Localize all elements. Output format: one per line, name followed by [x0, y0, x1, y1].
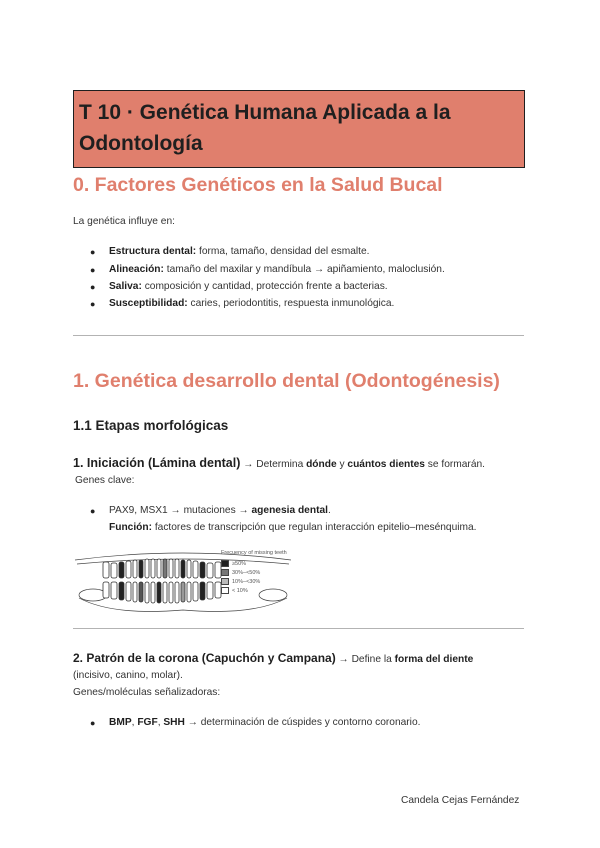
figure-legend-title: Frecuency of missing teeth: [221, 550, 287, 556]
divider: [73, 628, 524, 629]
molecule-text: → determinación de cúspides y contorno coronario.: [184, 717, 421, 728]
section-0-intro: La genética influye en:: [73, 216, 175, 227]
molecule-fgf: FGF: [137, 717, 158, 728]
stage-1-line: [73, 456, 485, 470]
section-1-subheading: 1.1 Etapas morfológicas: [73, 418, 229, 433]
list-item-text: tamaño del maxilar y mandíbula → apiñamiento, maloclusión.: [163, 264, 445, 275]
legend-row: [221, 587, 248, 594]
stage-2-arrow-text: → Define la: [335, 654, 395, 665]
list-item: [109, 505, 331, 516]
bullet-icon: ●: [90, 265, 96, 275]
gene-arrow: → mutaciones →: [167, 505, 252, 516]
stage-2-line-2: (incisivo, canino, molar).: [73, 670, 183, 681]
legend-label: < 10%: [232, 587, 248, 594]
bullet-icon: ●: [90, 718, 96, 728]
stage-2-genes-label: Genes/moléculas señalizadoras:: [73, 687, 221, 698]
section-1-heading: 1. Genética desarrollo dental (Odontogénesis): [73, 370, 500, 392]
function-text: factores de transcripción que regulan interacción epitelio–mesénquima.: [152, 522, 477, 533]
bullet-icon: ●: [90, 247, 96, 257]
gene-sep: ,: [134, 505, 140, 516]
title-box: [73, 90, 525, 168]
legend-swatch-icon: [221, 578, 229, 585]
list-item: [109, 717, 420, 728]
list-item: [109, 298, 394, 309]
list-item: [109, 246, 369, 257]
legend-label: 30%–<50%: [232, 569, 261, 576]
legend-swatch-icon: [221, 560, 229, 567]
bullet-icon: ●: [90, 506, 96, 516]
list-item: [109, 281, 388, 292]
stage-2-bold-shape: forma del diente: [394, 654, 474, 665]
title-line-1: T 10 · Genética Humana Aplicada a la: [79, 101, 451, 124]
molecule-sep: ,: [131, 717, 138, 728]
legend-row: [221, 569, 260, 576]
function-line: [109, 522, 477, 533]
list-item-text: forma, tamaño, densidad del esmalte.: [196, 246, 370, 257]
function-label: Función:: [109, 522, 153, 533]
gene-end: .: [327, 505, 331, 516]
list-item-text: caries, periodontitis, respuesta inmunológica.: [187, 298, 395, 309]
list-item: [109, 264, 445, 275]
section-0-heading: 0. Factores Genéticos en la Salud Bucal: [73, 174, 443, 196]
list-item-text: composición y cantidad, protección frente a bacterias.: [141, 281, 388, 292]
stage-1-bold-where: dónde: [306, 459, 337, 470]
legend-label: ≥50%: [232, 560, 247, 567]
molecule-sep: ,: [157, 717, 164, 728]
stage-1-title: 1. Iniciación (Lámina dental): [73, 456, 241, 470]
stage-1-bold-count: cuántos dientes: [347, 459, 425, 470]
stage-2-line: [73, 651, 473, 665]
legend-swatch-icon: [221, 587, 229, 594]
list-item-term: Alineación:: [109, 264, 164, 275]
molecule-bmp: BMP: [109, 717, 132, 728]
stage-1-tail: se formarán.: [424, 459, 485, 470]
legend-swatch-icon: [221, 569, 229, 576]
stage-1-genes-label: Genes clave:: [75, 475, 135, 486]
title-line-2: Odontología: [79, 132, 203, 155]
gene-result: agenesia dental: [251, 505, 328, 516]
list-item-term: Saliva:: [109, 281, 142, 292]
divider: [73, 335, 524, 336]
stage-1-mid: y: [336, 459, 348, 470]
molecule-shh: SHH: [163, 717, 185, 728]
stage-2-title: 2. Patrón de la corona (Capuchón y Campana): [73, 651, 336, 665]
footer-author: Candela Cejas Fernández: [401, 795, 520, 806]
list-item-term: Estructura dental:: [109, 246, 197, 257]
stage-1-arrow-text: → Determina: [240, 459, 307, 470]
bullet-icon: ●: [90, 282, 96, 292]
gene-msx1: MSX1: [139, 505, 168, 516]
list-item-term: Susceptibilidad:: [109, 298, 188, 309]
legend-row: [221, 578, 260, 585]
legend-row: [221, 560, 246, 567]
legend-label: 10%–<30%: [232, 578, 261, 585]
gene-pax9: PAX9: [109, 505, 135, 516]
bullet-icon: ●: [90, 299, 96, 309]
